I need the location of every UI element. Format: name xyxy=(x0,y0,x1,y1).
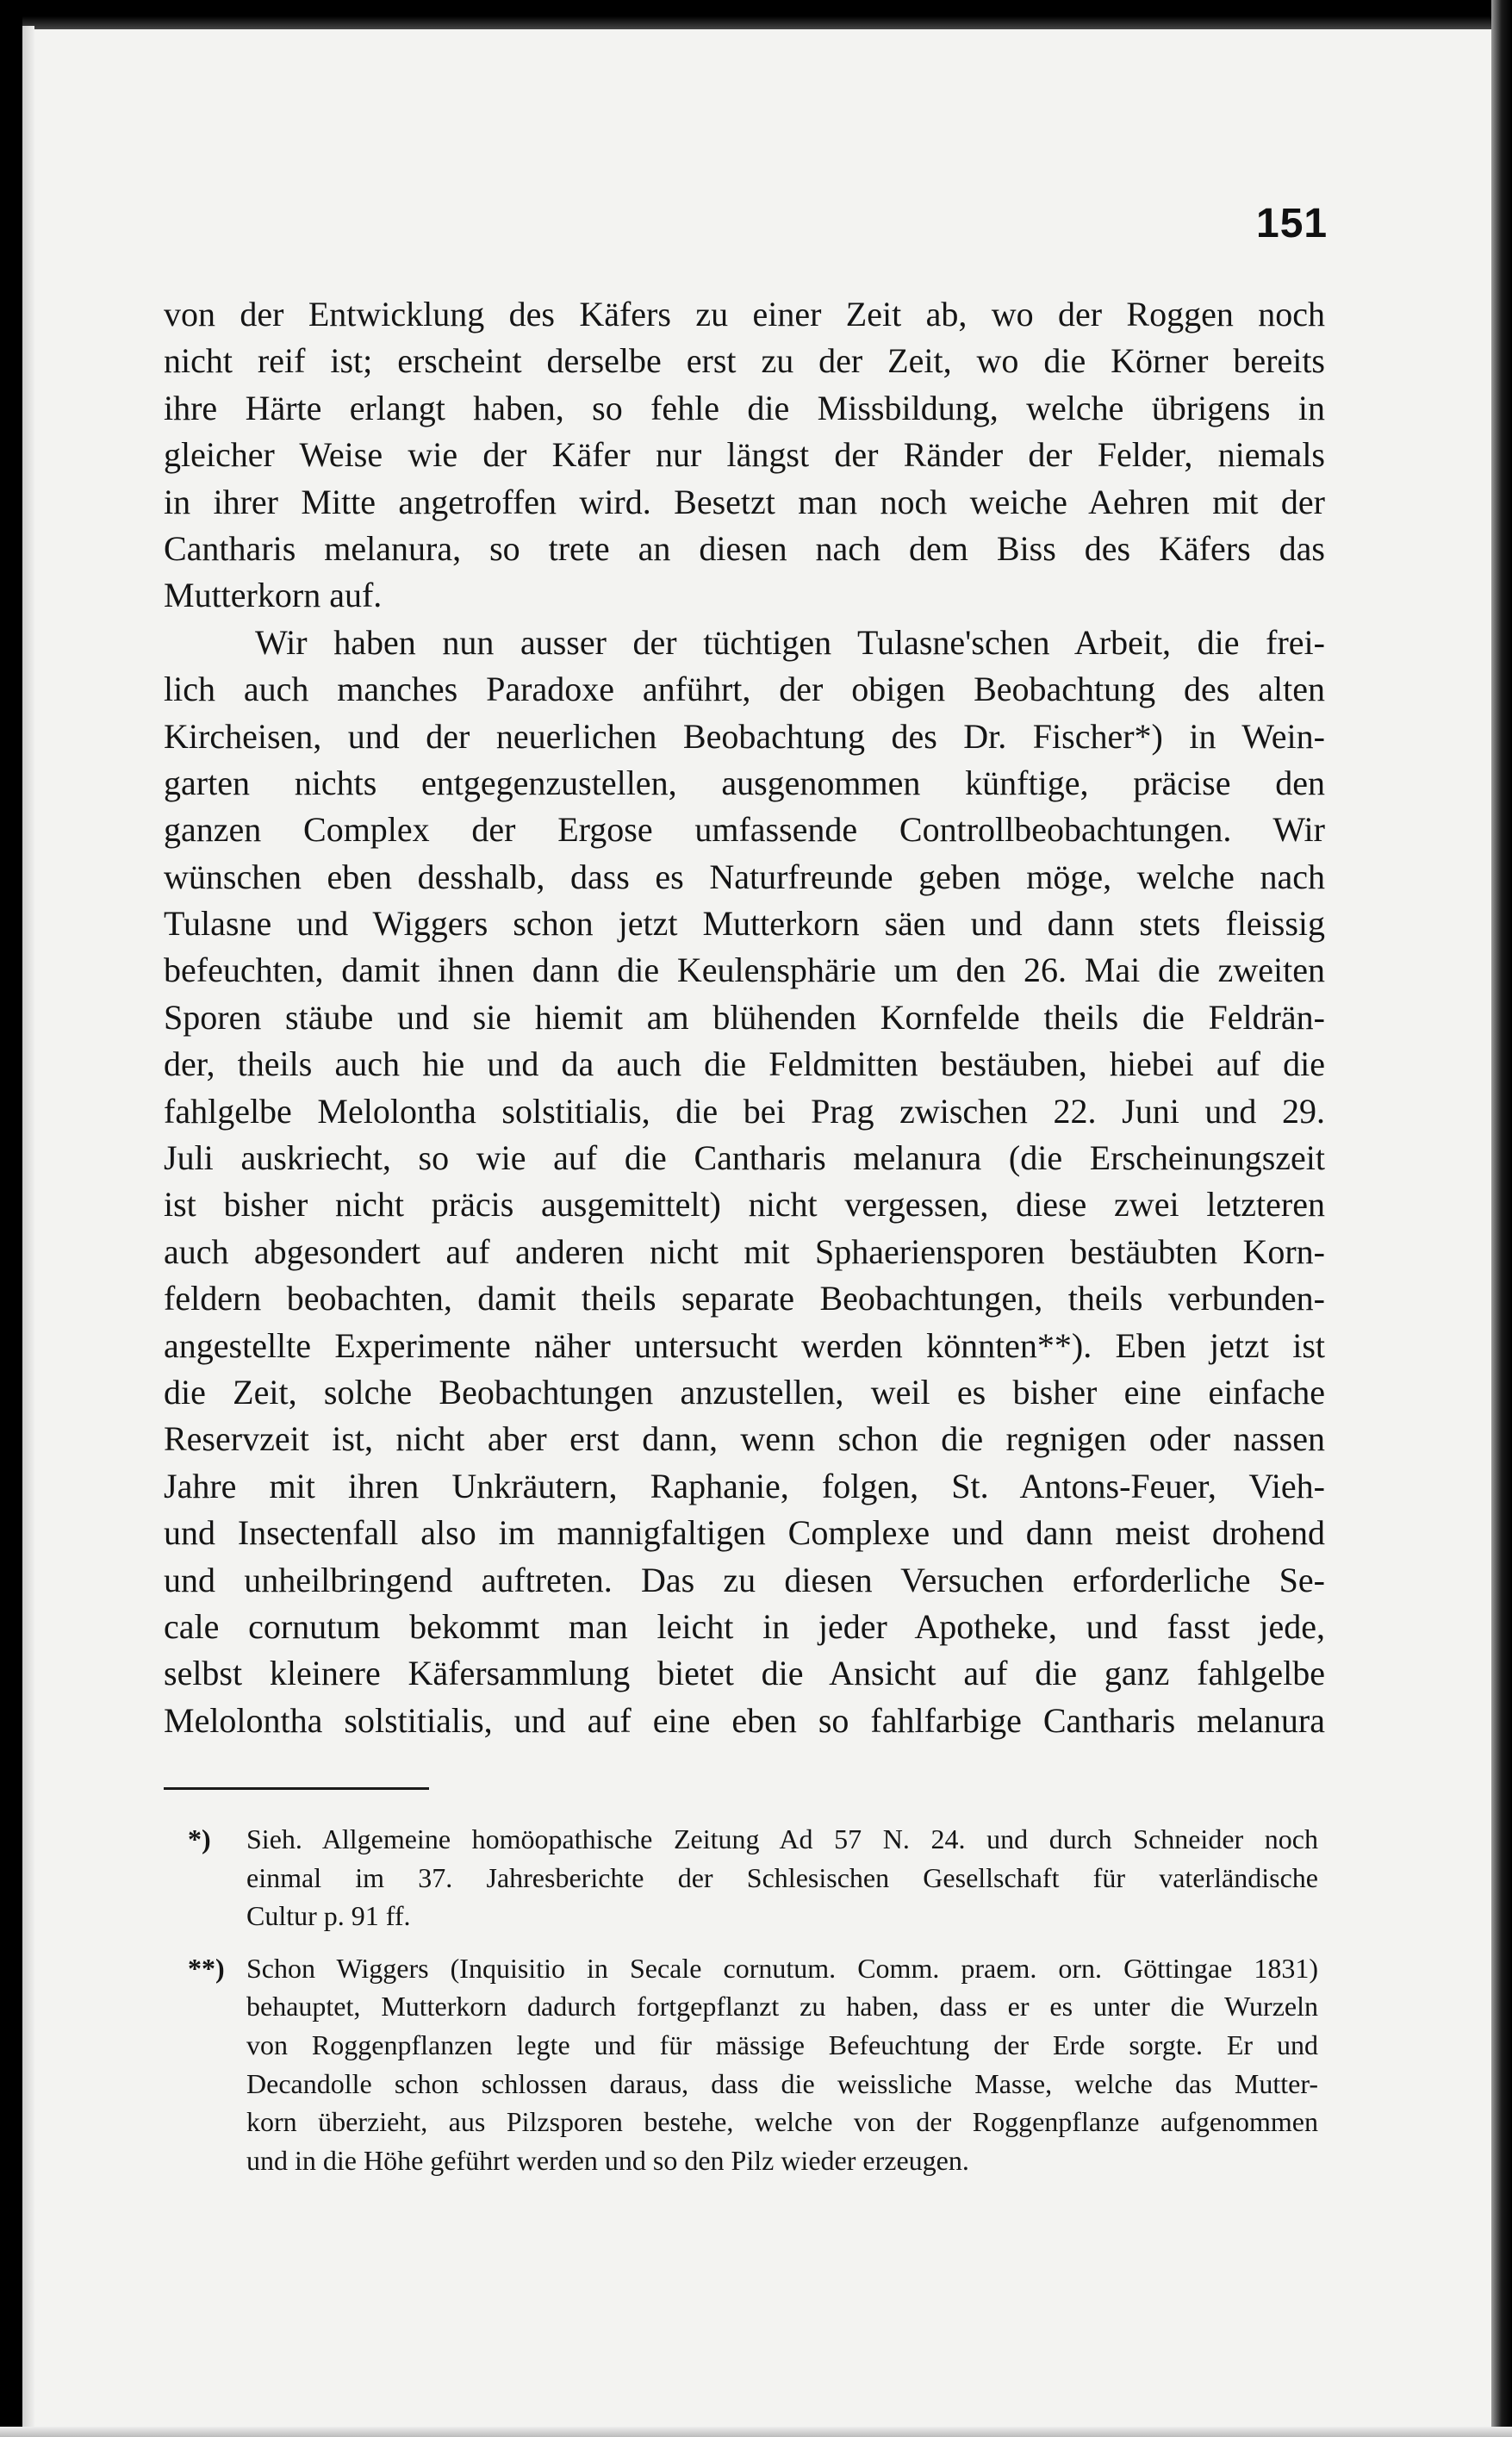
body-line: befeuchten, damit ihnen dann die Keulensphärie um den 26. Mai die zweiten xyxy=(164,950,1325,990)
footnote-text: Schon Wiggers (Inquisitio in Secale cornutum. Comm. praem. orn. Göttingae 1831) xyxy=(246,1952,1318,1984)
footnote-marker: **) xyxy=(188,1952,225,1984)
body-line: nicht reif ist; erscheint derselbe erst zu der Zeit, wo die Körner bereits xyxy=(164,341,1325,381)
footnote-marker: *) xyxy=(188,1823,211,1854)
footnote-divider xyxy=(164,1787,429,1790)
footnote-line: und in die Höhe geführt werden und so den Pilz wieder erzeugen. xyxy=(246,2144,969,2176)
footnote-text: Sieh. Allgemeine homöopathische Zeitung Ad 57 N. 24. und durch Schneider noch xyxy=(246,1823,1318,1854)
footnote-line: Cultur p. 91 ff. xyxy=(246,1900,411,1932)
body-line: Juli auskriecht, so wie auf die Cantharis melanura (die Erscheinungszeit xyxy=(164,1138,1325,1178)
footnote-line: korn überzieht, aus Pilzsporen bestehe, welche von der Roggenpflanze aufgenommen xyxy=(246,2106,1318,2138)
body-line: Wir haben nun ausser der tüchtigen Tulasne'schen Arbeit, die frei- xyxy=(255,622,1325,662)
body-line: Jahre mit ihren Unkräutern, Raphanie, folgen, St. Antons-Feuer, Vieh- xyxy=(164,1466,1325,1505)
body-line: die Zeit, solche Beobachtungen anzustellen, weil es bisher eine einfache xyxy=(164,1372,1325,1412)
footnotes xyxy=(188,1820,1318,2179)
footnote-line xyxy=(188,1820,1318,1859)
body-line: ganzen Complex der Ergose umfassende Controllbeobachtungen. Wir xyxy=(164,810,1325,850)
body-line: gleicher Weise wie der Käfer nur längst der Ränder der Felder, niemals xyxy=(164,435,1325,475)
body-line: von der Entwicklung des Käfers zu einer Zeit ab, wo der Roggen noch xyxy=(164,295,1325,333)
scan-edge-bottom xyxy=(0,2427,1512,2437)
footnote-line: behauptet, Mutterkorn dadurch fortgepflanzt zu haben, dass er es unter die Wurzeln xyxy=(246,1991,1318,2023)
footnote-line xyxy=(188,1949,1318,1988)
footnote-line: von Roggenpflanzen legte und für mässige Befeuchtung der Erde sorgte. Er und xyxy=(246,2029,1318,2060)
page-gutter-shadow xyxy=(22,26,34,2437)
body-line: lich auch manches Paradoxe anführt, der obigen Beobachtung des alten xyxy=(164,670,1325,709)
body-line: Cantharis melanura, so trete an diesen nach dem Biss des Käfers das xyxy=(164,528,1325,568)
page-number: 151 xyxy=(1256,201,1328,246)
scan-edge-right xyxy=(1491,0,1512,2437)
body-line: angestellte Experimente näher untersucht werden könnten**). Eben jetzt ist xyxy=(164,1325,1325,1365)
body-line: ihre Härte erlangt haben, so fehle die Missbildung, welche übrigens in xyxy=(164,388,1325,427)
body-line: der, theils auch hie und da auch die Feldmitten bestäuben, hiebei auf die xyxy=(164,1044,1325,1084)
body-line: selbst kleinere Käfersammlung bietet die Ansicht auf die ganz fahlgelbe xyxy=(164,1654,1325,1693)
body-line: Melolontha solstitialis, und auf eine eben so fahlfarbige Cantharis melanura xyxy=(164,1700,1325,1740)
body-line: Mutterkorn auf. xyxy=(164,576,383,615)
body-line: auch abgesondert auf anderen nicht mit Sphaeriensporen bestäubten Korn- xyxy=(164,1231,1325,1271)
body-line: garten nichts entgegenzustellen, ausgenommen künftige, präcise den xyxy=(164,763,1325,802)
body-line: und unheilbringend auftreten. Das zu diesen Versuchen erforderliche Se- xyxy=(164,1560,1325,1599)
body-line: Kircheisen, und der neuerlichen Beobachtung des Dr. Fischer*) in Wein- xyxy=(164,716,1325,756)
body-line: fahlgelbe Melolontha solstitialis, die bei Prag zwischen 22. Juni und 29. xyxy=(164,1091,1325,1131)
body-line: in ihrer Mitte angetroffen wird. Besetzt man noch weiche Aehren mit der xyxy=(164,482,1325,521)
body-line: Tulasne und Wiggers schon jetzt Mutterkorn säen und dann stets fleissig xyxy=(164,904,1325,944)
body-line: feldern beobachten, damit theils separate Beobachtungen, theils verbunden- xyxy=(164,1279,1325,1318)
body-line: wünschen eben desshalb, dass es Naturfreunde geben möge, welche nach xyxy=(164,857,1325,896)
body-line: cale cornutum bekommt man leicht in jeder Apotheke, und fasst jede, xyxy=(164,1606,1325,1646)
body-line: und Insectenfall also im mannigfaltigen Complexe und dann meist drohend xyxy=(164,1513,1325,1553)
scan-edge-left xyxy=(0,0,22,2437)
body-text xyxy=(164,291,1325,1744)
footnote-line: Decandolle schon schlossen daraus, dass die weissliche Masse, welche das Mutter- xyxy=(246,2067,1318,2099)
scan-edge-top xyxy=(0,0,1512,29)
footnote-line: einmal im 37. Jahresberichte der Schlesischen Gesellschaft für vaterländische xyxy=(246,1861,1318,1893)
body-line: Sporen stäube und sie hiemit am blühenden Kornfelde theils die Feldrän- xyxy=(164,997,1325,1037)
footnote-gap xyxy=(188,1935,1318,1949)
body-line: Reservzeit ist, nicht aber erst dann, wenn schon die regnigen oder nassen xyxy=(164,1419,1325,1459)
body-line: ist bisher nicht präcis ausgemittelt) nicht vergessen, diese zwei letzteren xyxy=(164,1185,1325,1225)
